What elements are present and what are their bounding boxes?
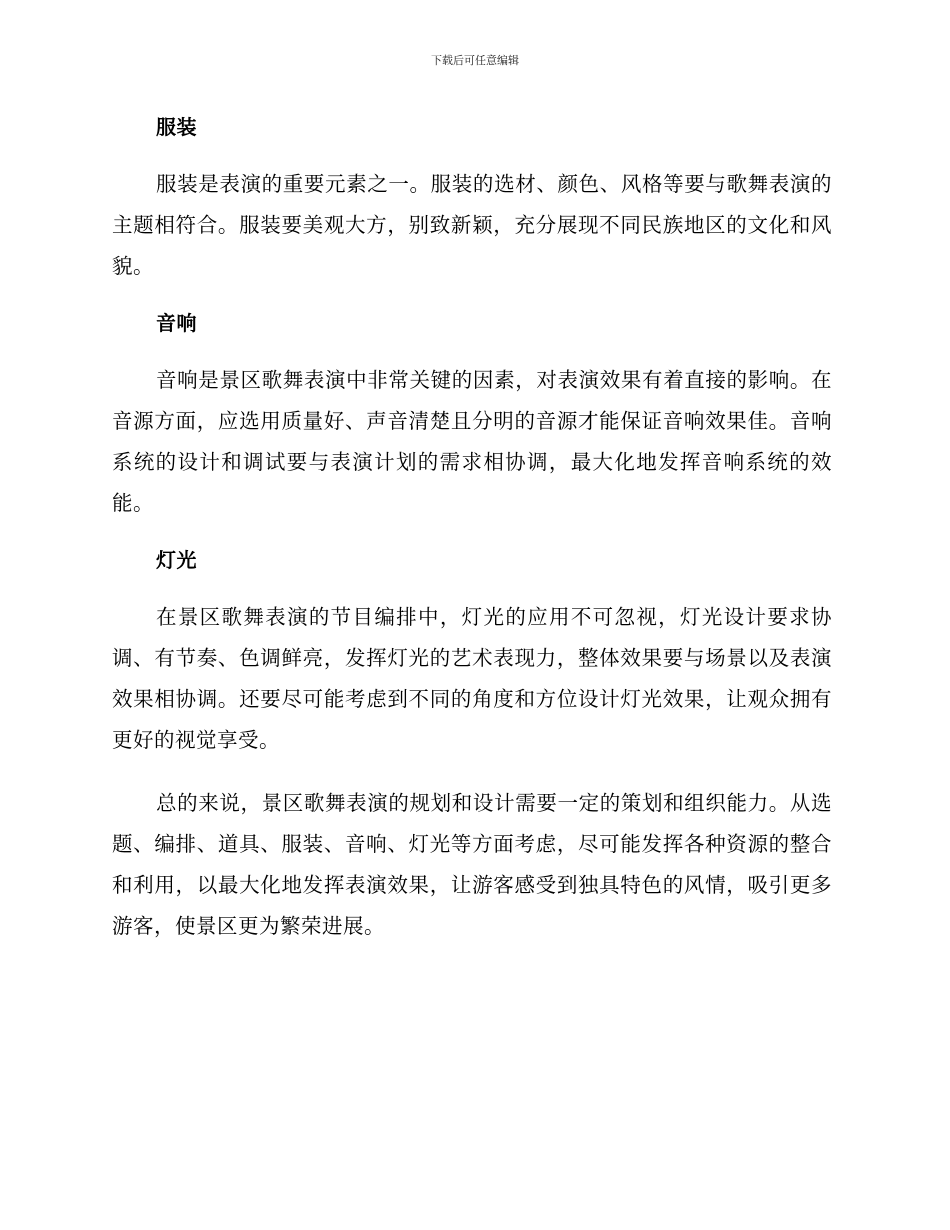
conclusion-paragraph: 总的来说，景区歌舞表演的规划和设计需要一定的策划和组织能力。从选题、编排、道具、服装、音响、灯光等方面考虑，尽可能发挥各种资源的整合和利用，以最大化地发挥表演效果，让游客感受到独具特色的风情，吸引更多游客，使景区更为繁荣进展。 (112, 791, 832, 938)
section-paragraph-costume: 服装是表演的重要元素之一。服装的选材、颜色、风格等要与歌舞表演的主题相符合。服装要美观大方，别致新颖，充分展现不同民族地区的文化和风貌。 (112, 172, 832, 278)
document-body (112, 112, 832, 947)
section-heading-audio: 音响 (156, 311, 197, 335)
section-heading-costume: 服装 (156, 115, 197, 139)
section-heading-lighting: 灯光 (156, 548, 197, 572)
page-header-note: 下载后可任意编辑 (431, 54, 519, 67)
section-paragraph-audio: 音响是景区歌舞表演中非常关键的因素，对表演效果有着直接的影响。在音源方面，应选用质量好、声音清楚且分明的音源才能保证音响效果佳。音响系统的设计和调试要与表演计划的需求相协调，最大化地发挥音响系统的效能。 (112, 368, 832, 515)
section-paragraph-lighting: 在景区歌舞表演的节目编排中，灯光的应用不可忽视，灯光设计要求协调、有节奏、色调鲜亮，发挥灯光的艺术表现力，整体效果要与场景以及表演效果相协调。还要尽可能考虑到不同的角度和方位设计灯光效果，让观众拥有更好的视觉享受。 (112, 605, 832, 752)
